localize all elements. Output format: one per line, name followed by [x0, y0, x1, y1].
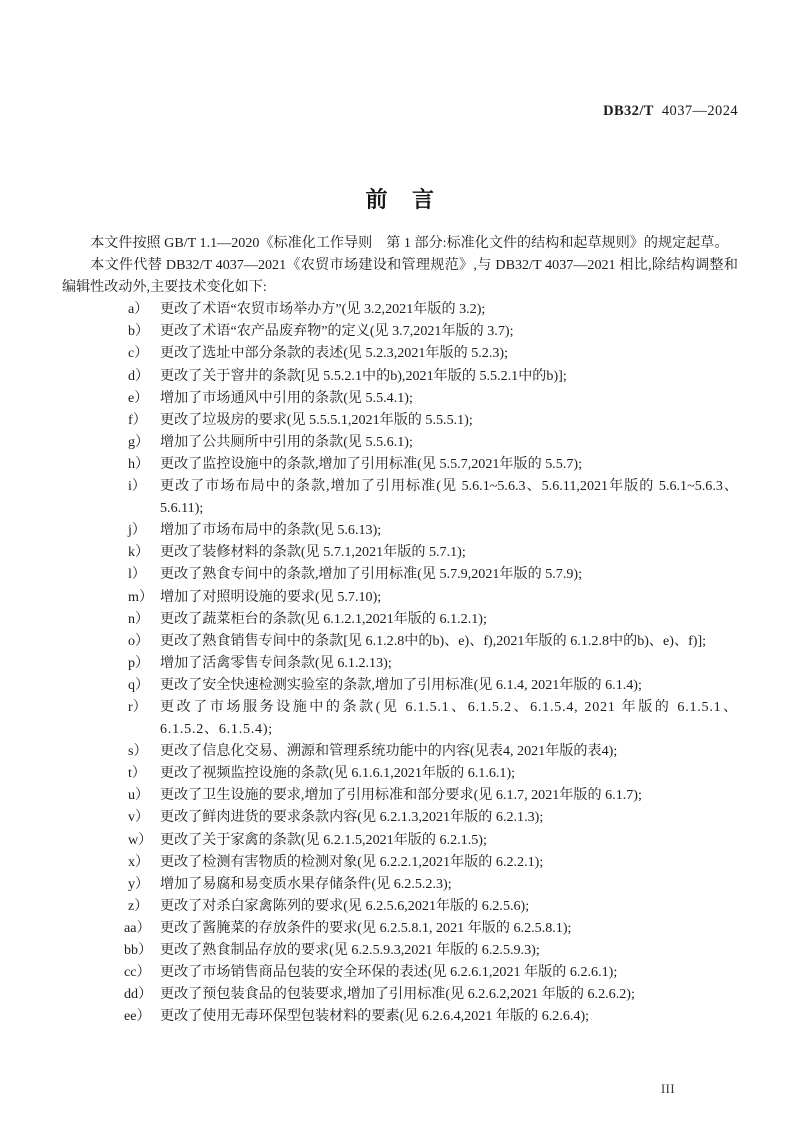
change-item-text: 更改了熟食制品存放的要求(见 6.2.5.9.3,2021 年版的 6.2.5.9.3); — [160, 942, 540, 958]
change-item — [62, 298, 738, 320]
change-item — [62, 453, 738, 475]
change-item — [62, 387, 738, 409]
change-item-text: 更改了熟食专间中的条款,增加了引用标准(见 5.7.9,2021年版的 5.7.9); — [160, 566, 583, 583]
standard-number-prefix: DB32/T — [603, 103, 654, 119]
change-item-marker: p） — [128, 654, 150, 671]
change-item-text: 更改了酱腌菜的存放条件的要求(见 6.2.5.8.1, 2021 年版的 6.2.5.8.1); — [160, 919, 572, 936]
change-item — [62, 829, 738, 851]
change-item-text: 更改了信息化交易、溯源和管理系统功能中的内容(见表4, 2021年版的表4); — [160, 743, 618, 760]
change-item-marker: i） — [128, 478, 147, 495]
change-item — [62, 608, 738, 630]
change-item-text: 增加了市场布局中的条款(见 5.6.13); — [160, 522, 382, 539]
change-item — [62, 851, 738, 873]
change-item — [62, 873, 738, 895]
change-item — [62, 784, 738, 806]
change-item-marker: cc） — [124, 964, 151, 981]
change-item — [62, 431, 738, 453]
change-item — [62, 696, 738, 740]
change-item-marker: m） — [128, 588, 154, 605]
change-item-text: 更改了术语“农产品废弃物”的定义(见 3.7,2021年版的 3.7); — [160, 323, 514, 340]
document-body — [62, 232, 738, 1027]
change-item-text: 更改了对杀白家禽陈列的要求(见 6.2.5.6,2021年版的 6.2.5.6); — [160, 897, 530, 914]
change-item — [62, 320, 738, 342]
change-item — [62, 630, 738, 652]
intro-paragraph-2: 本文件代替 DB32/T 4037—2021《农贸市场建设和管理规范》,与 DB32/T 4037—2021 相比,除结构调整和编辑性改动外,主要技术变化如下: — [62, 257, 738, 296]
change-item-marker: r） — [128, 698, 147, 715]
change-item-marker: b） — [128, 323, 150, 340]
change-item — [62, 365, 738, 387]
change-item-list — [62, 298, 738, 1027]
change-item-text: 更改了选址中部分条款的表述(见 5.2.3,2021年版的 5.2.3); — [160, 345, 509, 362]
change-item-marker: u） — [128, 787, 150, 804]
change-item — [62, 342, 738, 364]
change-item-text: 更改了熟食销售专间中的条款[见 6.1.2.8中的b)、e)、f),2021年版的 6.1.2.8中的b)、e)、f)]; — [160, 632, 707, 649]
change-item — [62, 762, 738, 784]
change-item-marker: dd） — [124, 986, 153, 1003]
change-item-marker: e） — [128, 389, 149, 406]
change-item-text: 增加了市场通风中引用的条款(见 5.5.4.1); — [160, 389, 413, 406]
change-item-text: 更改了市场销售商品包装的安全环保的表述(见 6.2.6.1,2021 年版的 6.2.6.1); — [160, 964, 618, 981]
change-item — [62, 939, 738, 961]
change-item — [62, 1005, 738, 1027]
change-item — [62, 652, 738, 674]
change-item — [62, 917, 738, 939]
change-item-marker: v） — [128, 809, 150, 826]
change-item — [62, 519, 738, 541]
change-item-text: 更改了使用无毒环保型包装材料的要素(见 6.2.6.4,2021 年版的 6.2.6.4); — [160, 1008, 590, 1025]
change-item-text: 增加了公共厕所中引用的条款(见 5.5.6.1); — [160, 433, 413, 450]
change-item — [62, 983, 738, 1005]
change-item-text: 更改了市场布局中的条款,增加了引用标准(见 5.6.1~5.6.3、5.6.11,2021年版的 5.6.1~5.6.3、5.6.11); — [160, 478, 738, 517]
change-item-text: 增加了活禽零售专间条款(见 6.1.2.13); — [160, 654, 392, 671]
change-item-text: 更改了卫生设施的要求,增加了引用标准和部分要求(见 6.1.7, 2021年版的 6.1.7); — [160, 787, 642, 804]
change-item-marker: w） — [128, 831, 153, 848]
change-item-text: 更改了垃圾房的要求(见 5.5.5.1,2021年版的 5.5.5.1); — [160, 411, 473, 428]
change-item — [62, 895, 738, 917]
change-item-marker: ee） — [124, 1008, 151, 1025]
standard-number — [603, 103, 738, 120]
change-item-text: 更改了关于家禽的条款(见 6.2.1.5,2021年版的 6.2.1.5); — [160, 831, 487, 848]
change-item-marker: y） — [128, 875, 150, 892]
change-item-marker: k） — [128, 544, 150, 561]
change-item-text: 更改了安全快速检测实验室的条款,增加了引用标准(见 6.1.4, 2021年版的 6.1.4); — [160, 676, 642, 693]
change-item-text: 更改了术语“农贸市场举办方”(见 3.2,2021年版的 3.2); — [160, 301, 486, 318]
change-item-text: 增加了对照明设施的要求(见 5.7.10); — [160, 588, 382, 605]
change-item-text: 更改了监控设施中的条款,增加了引用标准(见 5.5.7,2021年版的 5.5.7); — [160, 455, 583, 472]
change-item-text: 更改了预包装食品的包装要求,增加了引用标准(见 6.2.6.2,2021 年版的 6.2.6.2); — [160, 986, 635, 1003]
change-item-text: 更改了视频监控设施的条款(见 6.1.6.1,2021年版的 6.1.6.1); — [160, 765, 516, 782]
change-item — [62, 961, 738, 983]
change-item-text: 更改了鲜肉进货的要求条款内容(见 6.2.1.3,2021年版的 6.2.1.3); — [160, 809, 544, 826]
change-item-text: 更改了装修材料的条款(见 5.7.1,2021年版的 5.7.1); — [160, 544, 466, 561]
change-item — [62, 674, 738, 696]
change-item — [62, 409, 738, 431]
change-item-marker: q） — [128, 676, 150, 693]
change-item-marker: g） — [128, 433, 150, 450]
change-item-marker: aa） — [124, 919, 151, 936]
change-item-text: 更改了检测有害物质的检测对象(见 6.2.2.1,2021年版的 6.2.2.1); — [160, 853, 544, 870]
change-item-marker: c） — [128, 345, 149, 362]
change-item-marker: o） — [128, 632, 150, 649]
change-item-marker: l） — [128, 566, 147, 583]
change-item-marker: d） — [128, 367, 150, 384]
change-item-text: 更改了市场服务设施中的条款(见 6.1.5.1、6.1.5.2、6.1.5.4, 2021 年版的 6.1.5.1、6.1.5.2、6.1.5.4); — [160, 698, 738, 738]
change-item-marker: z） — [128, 897, 149, 914]
change-item-marker: x） — [128, 853, 150, 870]
change-item-marker: a） — [128, 301, 149, 318]
change-item — [62, 541, 738, 563]
page-footer — [0, 1082, 800, 1097]
change-item — [62, 563, 738, 585]
change-item — [62, 806, 738, 828]
change-item-marker: f） — [128, 411, 147, 428]
page-title: 前 言 — [365, 186, 435, 212]
standard-number-value — [654, 103, 662, 119]
change-item-marker: n） — [128, 610, 150, 627]
change-item — [62, 475, 738, 519]
change-item-marker: j） — [128, 522, 147, 539]
change-item-marker: t） — [128, 765, 147, 782]
change-item-text: 更改了蔬菜柜台的条款(见 6.1.2.1,2021年版的 6.1.2.1); — [160, 610, 487, 627]
running-header — [62, 98, 738, 120]
change-item-marker: s） — [128, 743, 148, 760]
intro-paragraph-1: 本文件按照 GB/T 1.1—2020《标准化工作导则 第 1 部分:标准化文件的结构和起草规则》的规定起草。 — [90, 235, 729, 251]
change-item — [62, 586, 738, 608]
change-item-marker: h） — [128, 455, 150, 472]
change-item-text: 增加了易腐和易变质水果存储条件(见 6.2.5.2.3); — [160, 875, 452, 892]
page-number: III — [661, 1082, 675, 1096]
change-item — [62, 740, 738, 762]
standard-number-suffix: 4037—2024 — [661, 103, 738, 119]
change-item-marker: bb） — [124, 942, 153, 958]
change-item-text: 更改了关于窨井的条款[见 5.5.2.1中的b),2021年版的 5.5.2.1中的b)]; — [160, 367, 567, 384]
